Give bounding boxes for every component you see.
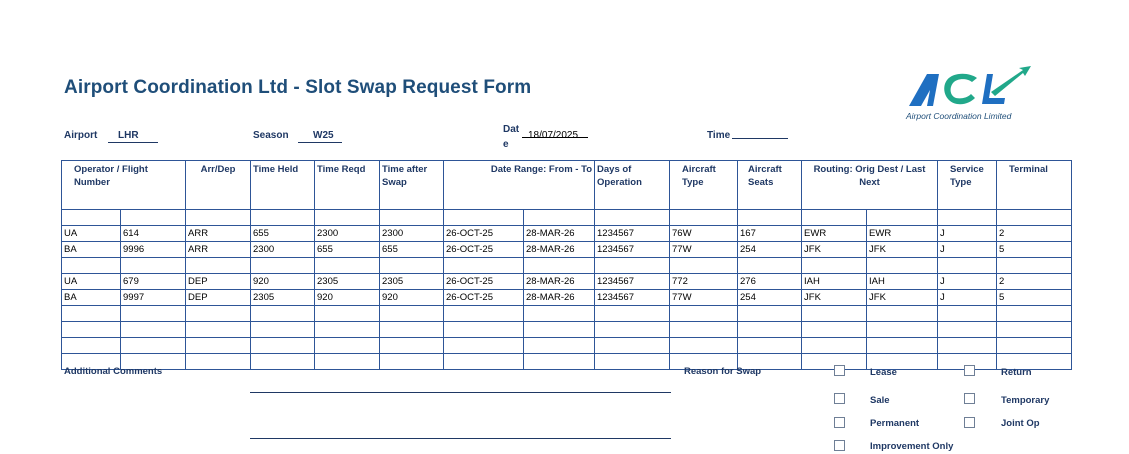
cell[interactable]: 2300 <box>251 242 315 258</box>
cell[interactable]: IAH <box>867 274 938 290</box>
cell[interactable] <box>997 322 1072 338</box>
cell[interactable] <box>595 338 670 354</box>
cell[interactable] <box>738 306 802 322</box>
header-days-of-operation: Days of Operation <box>595 161 670 210</box>
cell[interactable]: 2305 <box>251 290 315 306</box>
improvement-only-label: Improvement Only <box>870 441 954 452</box>
cell[interactable] <box>595 210 670 226</box>
cell[interactable]: 920 <box>380 290 444 306</box>
cell[interactable] <box>380 354 444 370</box>
cell[interactable]: 76W <box>670 226 738 242</box>
header-time-reqd: Time Reqd <box>315 161 380 210</box>
cell[interactable]: J <box>938 290 997 306</box>
cell[interactable] <box>380 338 444 354</box>
cell[interactable] <box>802 210 867 226</box>
cell[interactable]: BA <box>62 242 121 258</box>
return-checkbox[interactable] <box>964 365 975 376</box>
cell[interactable]: 2 <box>997 226 1072 242</box>
cell[interactable] <box>315 306 380 322</box>
cell[interactable] <box>380 210 444 226</box>
cell[interactable] <box>62 338 121 354</box>
comment-line-1[interactable] <box>250 392 671 393</box>
cell[interactable]: 920 <box>315 290 380 306</box>
cell[interactable] <box>62 322 121 338</box>
cell[interactable]: 920 <box>251 274 315 290</box>
table-row <box>62 242 1072 258</box>
logo-letters: ACL <box>969 106 971 107</box>
cell[interactable] <box>186 258 251 274</box>
header-aircraft-type: Aircraft Type <box>670 161 738 210</box>
date-value[interactable]: 18/07/2025 <box>528 130 579 141</box>
cell[interactable]: J <box>938 274 997 290</box>
table-row <box>62 226 1072 242</box>
cell[interactable] <box>186 354 251 370</box>
cell[interactable] <box>867 306 938 322</box>
cell[interactable]: 28-MAR-26 <box>524 226 595 242</box>
cell[interactable]: 5 <box>997 242 1072 258</box>
cell[interactable] <box>315 322 380 338</box>
slot-swap-table <box>61 160 1072 370</box>
cell[interactable] <box>62 306 121 322</box>
cell[interactable]: 28-MAR-26 <box>524 242 595 258</box>
cell[interactable]: 26-OCT-25 <box>444 242 524 258</box>
cell[interactable] <box>867 258 938 274</box>
cell[interactable]: 655 <box>380 242 444 258</box>
time-underline <box>732 138 788 139</box>
table-header-row <box>62 161 1072 210</box>
cell[interactable] <box>738 338 802 354</box>
cell[interactable]: 77W <box>670 242 738 258</box>
cell[interactable] <box>121 258 186 274</box>
header-operator-flight: Operator / Flight Number <box>62 161 186 210</box>
cell[interactable] <box>524 338 595 354</box>
cell[interactable]: 1234567 <box>595 274 670 290</box>
cell[interactable] <box>444 322 524 338</box>
cell[interactable] <box>997 258 1072 274</box>
cell[interactable] <box>670 306 738 322</box>
cell[interactable] <box>315 338 380 354</box>
cell[interactable] <box>315 354 380 370</box>
sale-label: Sale <box>870 395 890 406</box>
table-row <box>62 322 1072 338</box>
header-arr-dep: Arr/Dep <box>186 161 251 210</box>
season-underline <box>298 142 342 143</box>
cell[interactable] <box>251 338 315 354</box>
cell[interactable] <box>802 306 867 322</box>
cell[interactable] <box>444 210 524 226</box>
cell[interactable]: 1234567 <box>595 226 670 242</box>
cell[interactable] <box>524 210 595 226</box>
cell[interactable] <box>251 354 315 370</box>
cell[interactable] <box>315 210 380 226</box>
cell[interactable] <box>186 338 251 354</box>
header-time-held: Time Held <box>251 161 315 210</box>
cell[interactable] <box>867 338 938 354</box>
cell[interactable] <box>738 210 802 226</box>
cell[interactable] <box>867 322 938 338</box>
season-value[interactable]: W25 <box>313 130 334 141</box>
cell[interactable]: IAH <box>802 274 867 290</box>
cell[interactable] <box>867 210 938 226</box>
cell[interactable] <box>997 210 1072 226</box>
cell[interactable]: EWR <box>802 226 867 242</box>
cell[interactable] <box>938 338 997 354</box>
header-routing: Routing: Orig Dest / Last Next <box>802 161 938 210</box>
header-time-after-swap: Time after Swap <box>380 161 444 210</box>
cell[interactable] <box>670 210 738 226</box>
cell[interactable]: 254 <box>738 242 802 258</box>
lease-checkbox[interactable] <box>834 365 845 376</box>
date-label-bottom: e <box>503 139 509 150</box>
table-row <box>62 258 1072 274</box>
cell[interactable] <box>524 258 595 274</box>
cell[interactable]: 26-OCT-25 <box>444 274 524 290</box>
lease-label: Lease <box>870 367 897 378</box>
cell[interactable] <box>315 258 380 274</box>
cell[interactable]: ARR <box>186 226 251 242</box>
cell[interactable]: JFK <box>867 290 938 306</box>
table-row <box>62 290 1072 306</box>
cell[interactable]: DEP <box>186 290 251 306</box>
cell[interactable] <box>251 322 315 338</box>
return-label: Return <box>1001 367 1032 378</box>
cell[interactable] <box>802 258 867 274</box>
permanent-label: Permanent <box>870 418 920 429</box>
cell[interactable] <box>444 258 524 274</box>
time-label: Time <box>707 130 731 141</box>
cell[interactable] <box>121 306 186 322</box>
cell[interactable]: UA <box>62 274 121 290</box>
table-row <box>62 338 1072 354</box>
cell[interactable] <box>595 322 670 338</box>
cell[interactable]: 614 <box>121 226 186 242</box>
table-row <box>62 306 1072 322</box>
date-label-top: Dat <box>503 124 520 135</box>
cell[interactable] <box>121 210 186 226</box>
cell[interactable] <box>802 322 867 338</box>
sale-checkbox[interactable] <box>834 393 845 404</box>
table-row <box>62 210 1072 226</box>
header-service-type: Service Type <box>938 161 997 210</box>
cell[interactable] <box>997 306 1072 322</box>
header-terminal: Terminal <box>997 161 1072 210</box>
cell[interactable] <box>62 258 121 274</box>
cell[interactable] <box>251 210 315 226</box>
cell[interactable] <box>524 306 595 322</box>
cell[interactable]: 5 <box>997 290 1072 306</box>
cell[interactable] <box>251 258 315 274</box>
cell[interactable] <box>121 322 186 338</box>
improvement-only-checkbox[interactable] <box>834 440 845 451</box>
cell[interactable] <box>738 258 802 274</box>
header-date-range: Date Range: From - To <box>444 161 595 210</box>
cell[interactable]: 2300 <box>315 226 380 242</box>
cell[interactable] <box>251 306 315 322</box>
joint-op-checkbox[interactable] <box>964 417 975 428</box>
cell[interactable] <box>444 354 524 370</box>
cell[interactable]: 26-OCT-25 <box>444 290 524 306</box>
cell[interactable] <box>121 338 186 354</box>
cell[interactable]: 77W <box>670 290 738 306</box>
cell[interactable]: 2305 <box>315 274 380 290</box>
cell[interactable]: J <box>938 242 997 258</box>
cell[interactable] <box>595 354 670 370</box>
cell[interactable] <box>186 210 251 226</box>
cell[interactable] <box>938 258 997 274</box>
season-label: Season <box>253 130 289 141</box>
airport-label: Airport <box>64 130 98 141</box>
table-row <box>62 274 1072 290</box>
cell[interactable]: 26-OCT-25 <box>444 226 524 242</box>
cell[interactable]: JFK <box>867 242 938 258</box>
cell[interactable] <box>186 306 251 322</box>
cell[interactable]: 167 <box>738 226 802 242</box>
cell[interactable] <box>802 338 867 354</box>
additional-comments-label: Additional Comments <box>64 366 163 377</box>
cell[interactable]: 9997 <box>121 290 186 306</box>
cell[interactable]: 655 <box>251 226 315 242</box>
header-aircraft-seats: Aircraft Seats <box>738 161 802 210</box>
date-underline <box>522 137 588 138</box>
cell[interactable]: JFK <box>802 242 867 258</box>
cell[interactable] <box>380 322 444 338</box>
comment-line-2[interactable] <box>250 438 671 439</box>
reason-for-swap-label: Reason for Swap <box>684 366 762 377</box>
cell[interactable]: 28-MAR-26 <box>524 274 595 290</box>
cell[interactable] <box>380 258 444 274</box>
cell[interactable] <box>670 322 738 338</box>
joint-op-label: Joint Op <box>1001 418 1040 429</box>
cell[interactable] <box>444 306 524 322</box>
permanent-checkbox[interactable] <box>834 417 845 428</box>
cell[interactable]: 679 <box>121 274 186 290</box>
airport-underline <box>108 142 158 143</box>
cell[interactable] <box>670 338 738 354</box>
cell[interactable] <box>595 306 670 322</box>
cell[interactable] <box>997 338 1072 354</box>
cell[interactable]: 772 <box>670 274 738 290</box>
form-title: Airport Coordination Ltd - Slot Swap Request Form <box>64 77 532 98</box>
cell[interactable] <box>938 306 997 322</box>
cell[interactable] <box>62 210 121 226</box>
cell[interactable]: 1234567 <box>595 242 670 258</box>
cell[interactable]: 1234567 <box>595 290 670 306</box>
airport-value[interactable]: LHR <box>118 130 139 141</box>
cell[interactable] <box>380 306 444 322</box>
cell[interactable] <box>524 354 595 370</box>
cell[interactable] <box>938 210 997 226</box>
cell[interactable]: 2 <box>997 274 1072 290</box>
cell[interactable]: JFK <box>802 290 867 306</box>
cell[interactable]: BA <box>62 290 121 306</box>
cell[interactable] <box>738 322 802 338</box>
cell[interactable]: 276 <box>738 274 802 290</box>
cell[interactable]: 9996 <box>121 242 186 258</box>
cell[interactable]: 2300 <box>380 226 444 242</box>
cell[interactable] <box>186 322 251 338</box>
cell[interactable]: J <box>938 226 997 242</box>
temporary-label: Temporary <box>1001 395 1050 406</box>
cell[interactable]: ARR <box>186 242 251 258</box>
table-row <box>62 354 1072 370</box>
logo-text: Airport Coordination Limited <box>906 111 1012 121</box>
cell[interactable] <box>595 258 670 274</box>
cell[interactable] <box>524 322 595 338</box>
cell[interactable]: 2305 <box>380 274 444 290</box>
cell[interactable] <box>444 338 524 354</box>
cell[interactable] <box>938 322 997 338</box>
cell[interactable]: EWR <box>867 226 938 242</box>
cell[interactable]: 254 <box>738 290 802 306</box>
temporary-checkbox[interactable] <box>964 393 975 404</box>
cell[interactable]: 28-MAR-26 <box>524 290 595 306</box>
cell[interactable]: 655 <box>315 242 380 258</box>
cell[interactable]: DEP <box>186 274 251 290</box>
cell[interactable]: UA <box>62 226 121 242</box>
cell[interactable] <box>670 258 738 274</box>
